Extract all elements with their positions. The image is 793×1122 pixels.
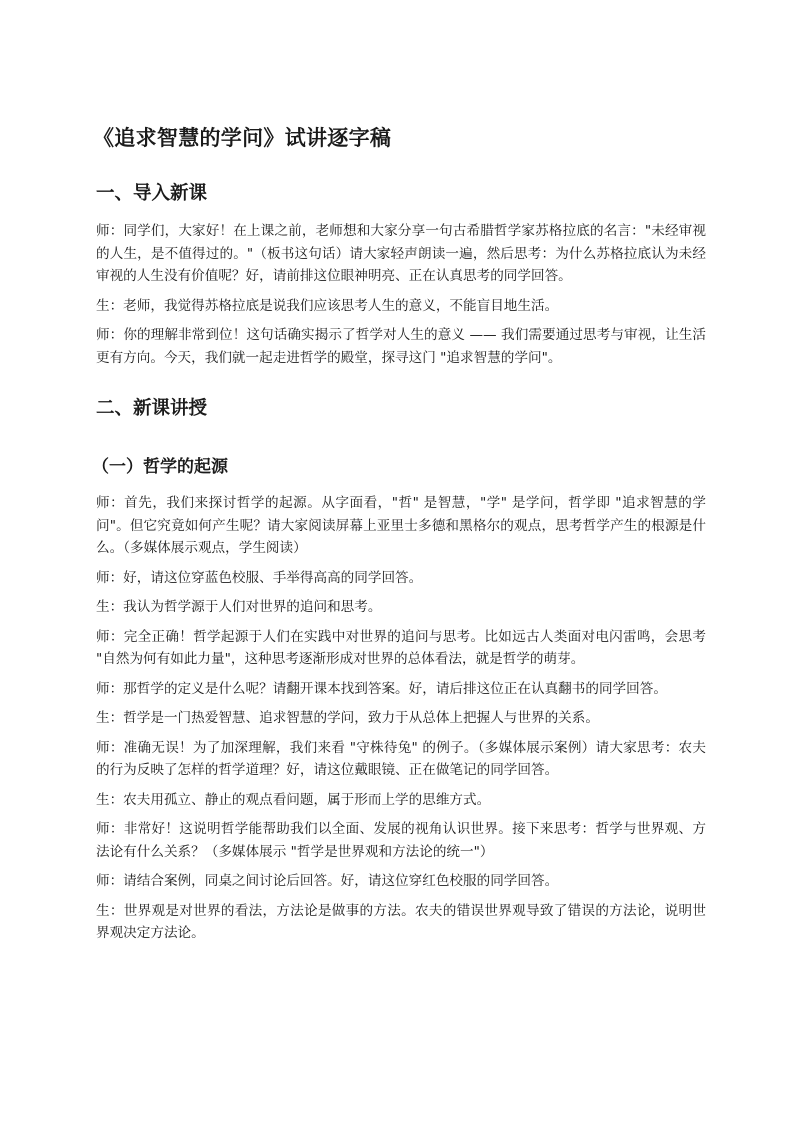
paragraph: 生：哲学是一门热爱智慧、追求智慧的学问，致力于从总体上把握人与世界的关系。 <box>96 710 599 726</box>
paragraph: 师：首先，我们来探讨哲学的起源。从字面看，"哲" 是智慧，"学" 是学问，哲学即 "追求智慧的学问"。但它究竟如何产生呢？请大家阅读屏幕上亚里士多德和黑格尔的观点，思考哲学产生的根源是什么。（多媒体展示观点，学生阅读） <box>96 495 706 556</box>
paragraph: 生：世界观是对世界的看法，方法论是做事的方法。农夫的错误世界观导致了错误的方法论，说明世界观决定方法论。 <box>96 902 706 941</box>
paragraph: 师：那哲学的定义是什么呢？请翻开课本找到答案。好，请后排这位正在认真翻书的同学回答。 <box>96 680 667 697</box>
paragraph: 生：农夫用孤立、静止的观点看问题，属于形而上学的思维方式。 <box>96 791 491 808</box>
paragraph: 师：准确无误！为了加深理解，我们来看 "守株待兔" 的例子。（多媒体展示案例）请大家思考：农夫的行为反映了怎样的哲学道理？好，请这位戴眼镜、正在做笔记的同学回答。 <box>96 739 706 778</box>
paragraph: 生：我认为哲学源于人们对世界的追问和思考。 <box>96 599 382 615</box>
section-heading-intro: 一、导入新课 <box>96 183 208 204</box>
paragraph: 师：完全正确！哲学起源于人们在实践中对世界的追问与思考。比如远古人类面对电闪雷鸣，会思考 "自然为何有如此力量"，这种思考逐渐形成对世界的总体看法，就是哲学的萌芽。 <box>96 628 706 667</box>
paragraph: 师：非常好！这说明哲学能帮助我们以全面、发展的视角认识世界。接下来思考：哲学与世界观、方法论有什么关系？（多媒体展示 "哲学是世界观和方法论的统一"） <box>96 821 706 860</box>
paragraph: 生：老师，我觉得苏格拉底是说我们应该思考人生的意义，不能盲目地生活。 <box>96 297 559 314</box>
paragraph: 师：你的理解非常到位！这句话确实揭示了哲学对人生的意义 —— 我们需要通过思考与审视，让生活更有方向。今天，我们就一起走进哲学的殿堂，探寻这门 "追求智慧的学问"。 <box>96 327 706 366</box>
paragraph: 师：好，请这位穿蓝色校服、手举得高高的同学回答。 <box>96 569 423 586</box>
subsection-heading-origin: （一）哲学的起源 <box>92 457 228 477</box>
document-title: 《追求智慧的学问》试讲逐字稿 <box>93 126 392 150</box>
document-body <box>92 121 706 952</box>
paragraph: 师：同学们，大家好！在上课之前，老师想和大家分享一句古希腊哲学家苏格拉底的名言："未经审视的人生，是不值得过的。"（板书这句话）请大家轻声朗读一遍，然后思考：为什么苏格拉底认为未经审视的人生没有价值呢？好，请前排这位眼神明亮、正在认真思考的同学回答。 <box>96 223 706 284</box>
paragraph: 师：请结合案例，同桌之间讨论后回答。好，请这位穿红色校服的同学回答。 <box>96 873 559 889</box>
section-heading-new-lesson: 二、新课讲授 <box>96 398 208 419</box>
